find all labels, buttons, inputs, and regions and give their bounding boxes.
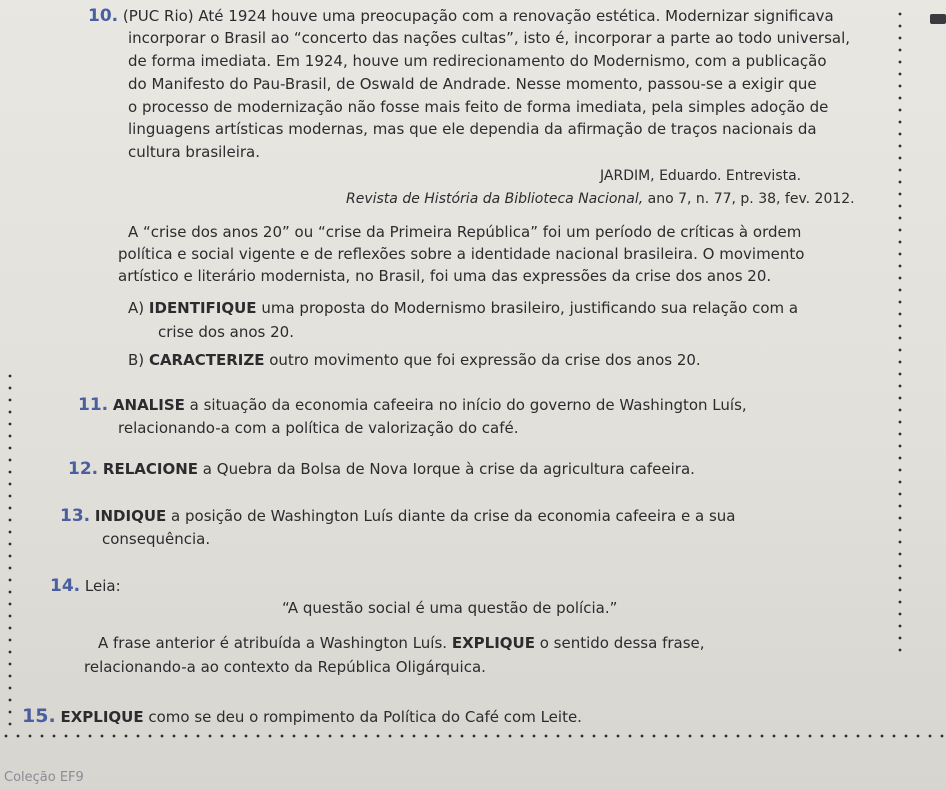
- q13-line-1: [60, 506, 736, 526]
- q14-number: 14.: [50, 576, 81, 596]
- q11-number: 11.: [78, 395, 109, 415]
- q13-line-2: consequência.: [102, 530, 211, 548]
- item-b-letter: B): [128, 351, 145, 369]
- q10-line-3: de forma imediata. Em 1924, houve um redirecionamento do Modernismo, com a publicação: [128, 52, 827, 70]
- q14-label: Leia:: [84, 577, 121, 595]
- q11-line-2: relacionando-a com a política de valorização do café.: [118, 419, 519, 437]
- q11-line-1: [78, 395, 747, 415]
- binder-ring-mark: [930, 14, 946, 24]
- item-a-letter: A): [128, 299, 145, 317]
- footer-collection: Coleção EF9: [4, 770, 84, 785]
- q10-line-6: linguagens artísticas modernas, mas que ele dependia da afirmação de traços nacionais da: [128, 120, 817, 138]
- q15-text: como se deu o rompimento da Política do Café com Leite.: [148, 708, 582, 726]
- q12-line-1: [68, 459, 695, 479]
- q15-number: 15.: [22, 705, 56, 727]
- q11-text: a situação da economia cafeeira no início do governo de Washington Luís,: [189, 396, 747, 414]
- q10-item-b: [128, 350, 701, 370]
- q14-line-4: relacionando-a ao contexto da República Oligárquica.: [84, 658, 486, 676]
- citation-author: JARDIM, Eduardo. Entrevista.: [600, 168, 802, 184]
- citation-details: ano 7, n. 77, p. 38, fev. 2012.: [647, 191, 855, 207]
- item-a-text: uma proposta do Modernismo brasileiro, justificando sua relação com a: [261, 299, 799, 317]
- q13-number: 13.: [60, 506, 91, 526]
- q14-text-post: o sentido dessa frase,: [539, 634, 705, 652]
- q12-keyword: RELACIONE: [102, 460, 199, 478]
- perforation-bottom: [0, 734, 946, 738]
- q10-line-5: o processo de modernização não fosse mais feito de forma imediata, pela simples adoção de: [128, 98, 829, 116]
- q13-text: a posição de Washington Luís diante da crise da economia cafeeira e a sua: [171, 507, 736, 525]
- item-b-keyword: CARACTERIZE: [148, 351, 265, 369]
- q14-quote: “A questão social é uma questão de polícia.”: [282, 599, 618, 617]
- context-line-2: política e social vigente e de reflexões sobre a identidade nacional brasileira. O movimento: [118, 245, 805, 263]
- q14-keyword: EXPLIQUE: [451, 634, 535, 652]
- perforation-right: [898, 8, 902, 658]
- q10-line-4: do Manifesto do Pau-Brasil, de Oswald de Andrade. Nesse momento, passou-se a exigir que: [128, 75, 817, 93]
- q14-line-3: [98, 633, 705, 653]
- citation-source: Revista de História da Biblioteca Nacional,: [346, 191, 644, 207]
- item-a-keyword: IDENTIFIQUE: [148, 299, 257, 317]
- q10-text-line: (PUC Rio) Até 1924 houve uma preocupação com a renovação estética. Modernizar significava: [122, 7, 834, 25]
- context-line-1: A “crise dos anos 20” ou “crise da Primeira República” foi um período de críticas à ordem: [128, 223, 802, 241]
- q14-text-pre: A frase anterior é atribuída a Washington Luís.: [98, 634, 448, 652]
- q14-line-1: [50, 576, 121, 596]
- q13-keyword: INDIQUE: [94, 507, 167, 525]
- context-line-3: artístico e literário modernista, no Brasil, foi uma das expressões da crise dos anos 20.: [118, 267, 772, 285]
- q10-number: 10.: [88, 6, 119, 26]
- q12-text: a Quebra da Bolsa de Nova Iorque à crise da agricultura cafeeira.: [202, 460, 695, 478]
- item-b-text: outro movimento que foi expressão da crise dos anos 20.: [269, 351, 701, 369]
- q15-keyword: EXPLIQUE: [60, 708, 144, 726]
- perforation-left: [8, 370, 12, 730]
- q12-number: 12.: [68, 459, 99, 479]
- q10-item-a: [128, 298, 798, 318]
- q10-item-a-cont: crise dos anos 20.: [158, 323, 294, 341]
- q10-line-7: cultura brasileira.: [128, 143, 260, 161]
- q10-line-2: incorporar o Brasil ao “concerto das nações cultas”, isto é, incorporar a parte ao todo universal,: [128, 29, 851, 47]
- q15-line-1: [22, 706, 582, 727]
- citation-line: [346, 189, 855, 209]
- q10-line-1: [88, 6, 834, 26]
- q11-keyword: ANALISE: [112, 396, 185, 414]
